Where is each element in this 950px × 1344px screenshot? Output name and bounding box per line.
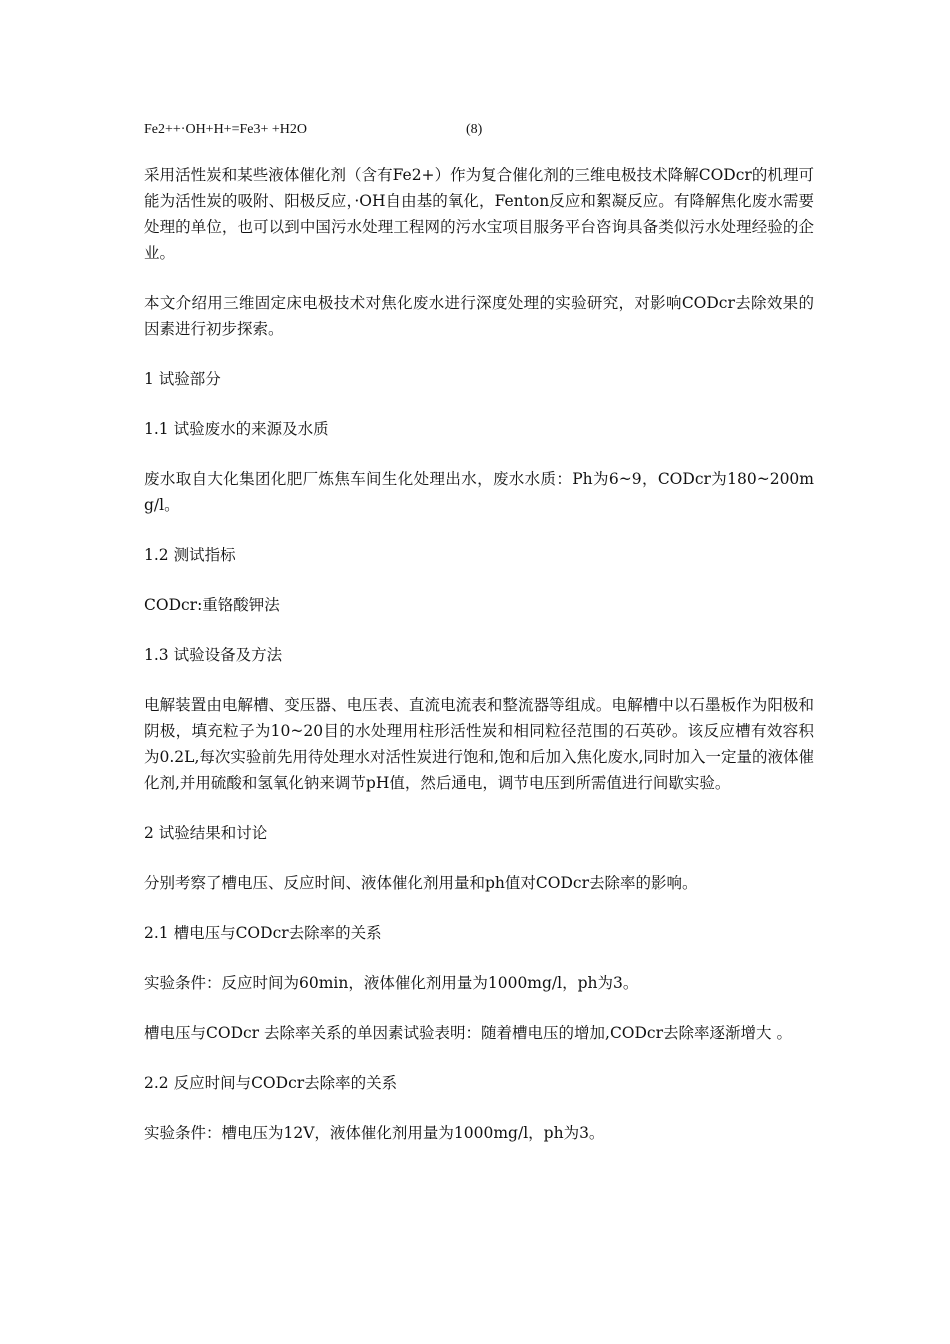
paragraph-intro: 本文介绍用三维固定床电极技术对焦化废水进行深度处理的实验研究，对影响CODcr去除效果的因素进行初步探索。 bbox=[144, 294, 814, 338]
paragraph-conditions-voltage: 实验条件：反应时间为60min，液体催化剂用量为1000mg/l，ph为3。 bbox=[144, 974, 639, 992]
equation-formula: Fe2++·OH+H+=Fe3+ +H2O bbox=[144, 122, 307, 137]
equation-number: (8) bbox=[466, 122, 483, 137]
paragraph-mechanism: 采用活性炭和某些液体催化剂（含有Fe2+）作为复合催化剂的三维电极技术降解CODcr的机理可能为活性炭的吸附、阳极反应，·OH自由基的氧化，Fenton反应和絮凝反应。有降解焦化废水需要处理的单位，也可以到中国污水处理工程网的污水宝项目服务平台咨询具备类似污水处理经验的企业。 bbox=[144, 166, 814, 262]
paragraph-factors: 分别考察了槽电压、反应时间、液体催化剂用量和ph值对CODcr去除率的影响。 bbox=[144, 874, 698, 892]
paragraph-wastewater-source: 废水取自大化集团化肥厂炼焦车间生化处理出水，废水水质：Ph为6~9，CODcr为180~200mg/l。 bbox=[144, 470, 814, 514]
paragraph-conditions-time: 实验条件：槽电压为12V，液体催化剂用量为1000mg/l，ph为3。 bbox=[144, 1124, 605, 1142]
document-body bbox=[144, 120, 814, 1146]
section-heading-2-1: 2.1 槽电压与CODcr去除率的关系 bbox=[144, 924, 382, 942]
section-heading-1-1: 1.1 试验废水的来源及水质 bbox=[144, 420, 329, 438]
section-heading-1: 1 试验部分 bbox=[144, 370, 221, 388]
equation-line bbox=[144, 120, 814, 140]
section-heading-1-3: 1.3 试验设备及方法 bbox=[144, 646, 283, 664]
paragraph-voltage-result: 槽电压与CODcr 去除率关系的单因素试验表明：随着槽电压的增加,CODcr去除率逐渐增大 。 bbox=[144, 1024, 792, 1042]
section-heading-2-2: 2.2 反应时间与CODcr去除率的关系 bbox=[144, 1074, 398, 1092]
section-heading-2: 2 试验结果和讨论 bbox=[144, 824, 268, 842]
section-heading-1-2: 1.2 测试指标 bbox=[144, 546, 236, 564]
paragraph-test-index: CODcr:重铬酸钾法 bbox=[144, 596, 280, 614]
paragraph-equipment-method: 电解装置由电解槽、变压器、电压表、直流电流表和整流器等组成。电解槽中以石墨板作为阳极和阴极，填充粒子为10~20目的水处理用柱形活性炭和相同粒径范围的石英砂。该反应槽有效容积为0.2L,每次实验前先用待处理水对活性炭进行饱和,饱和后加入焦化废水,同时加入一定量的液体催化剂,并用硫酸和氢氧化钠来调节pH值，然后通电，调节电压到所需值进行间歇实验。 bbox=[144, 696, 814, 792]
